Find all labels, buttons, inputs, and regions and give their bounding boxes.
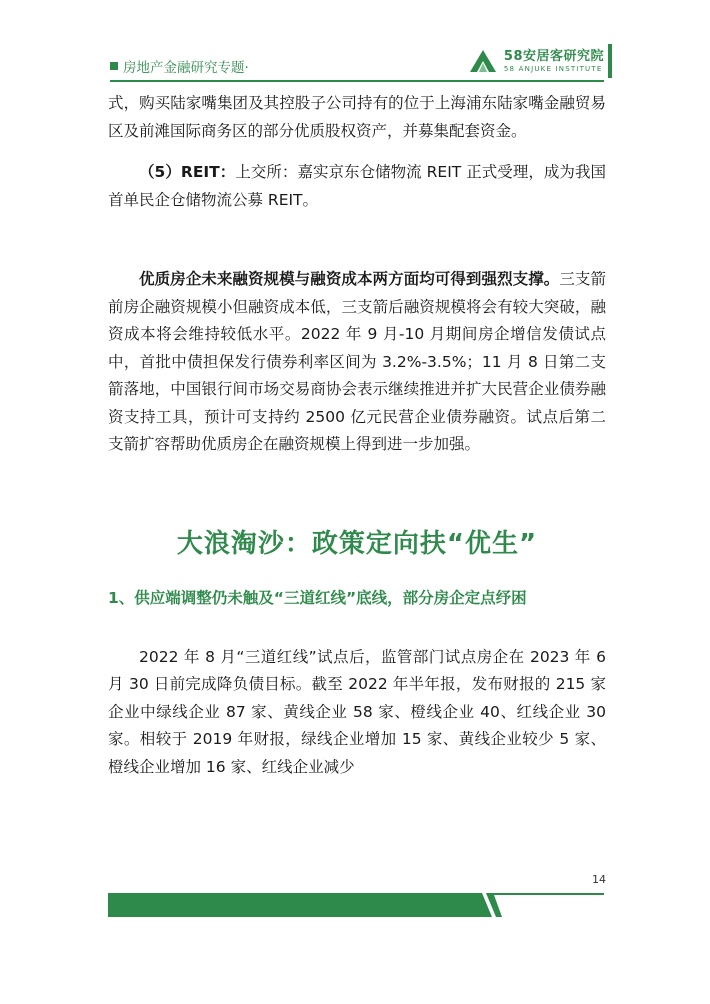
header-section-label bbox=[110, 56, 249, 76]
paragraph-continuation: 式，购买陆家嘴集团及其控股子公司持有的位于上海浦东陆家嘴金融贸易区及前滩国际商务区的部分优质股权资产，并募集配套资金。 bbox=[108, 94, 606, 140]
logo-subtitle: 58 ANJUKE INSTITUTE bbox=[503, 64, 603, 73]
reit-text: 上交所：嘉实京东仓储物流 REIT 正式受理，成为我国首单民企仓储物流公募 REIT。 bbox=[108, 163, 606, 209]
logo-title: 58安居客研究院 bbox=[503, 48, 604, 64]
reit-label: （5）REIT： bbox=[139, 163, 236, 181]
header-divider bbox=[110, 80, 604, 82]
house-logo-icon bbox=[468, 48, 498, 74]
header-left-text: 房地产金融研究专题· bbox=[123, 60, 249, 76]
square-bullet-icon bbox=[110, 62, 118, 70]
footer-decoration bbox=[108, 893, 604, 917]
page-header bbox=[110, 44, 604, 84]
financing-lead-sentence: 优质房企未来融资规模与融资成本两方面均可得到强烈支撑。 bbox=[139, 270, 560, 288]
page-number: 14 bbox=[592, 873, 606, 886]
paragraph-reit bbox=[108, 159, 606, 214]
header-accent-bar bbox=[608, 44, 612, 78]
subsection-title: 1、供应端调整仍未触及“三道红线”底线，部分房企定点纾困 bbox=[108, 588, 527, 607]
paragraph-three-red-lines: 2022 年 8 月“三道红线”试点后，监管部门试点房企在 2023 年 6 月 30 日前完成降负债目标。截至 2022 年半年报，发布财报的 215 家企业中绿线企业 87 家、黄线企业 58 家、橙线企业 40、红线企业 30 家。相较于 2019 年财报，绿线企业增加 15 家、黄线企业较少 5 家、橙线企业增加 16 家、红线企业减少 bbox=[108, 647, 606, 776]
financing-text: 三支箭前房企融资规模小但融资成本低，三支箭后融资规模将会有较大突破，融资成本将会维持较低水平。2022 年 9 月-10 月期间房企增信发债试点中，首批中债担保发行债券利率区间为 3.2%-3.5%；11 月 8 日第二支箭落地，中国银行间市场交易商协会表示继续推进并扩大民营企业债券融资支持工具，预计可支持约 2500 亿元民营企业债券融资。试点后第二支箭扩容帮助优质房企在融资规模上得到进一步加强。 bbox=[108, 270, 606, 453]
document-body bbox=[108, 90, 606, 781]
section-title: 大浪淘沙：政策定向扶“优生” bbox=[176, 528, 538, 559]
brand-logo bbox=[468, 44, 604, 78]
paragraph-financing bbox=[108, 266, 606, 459]
